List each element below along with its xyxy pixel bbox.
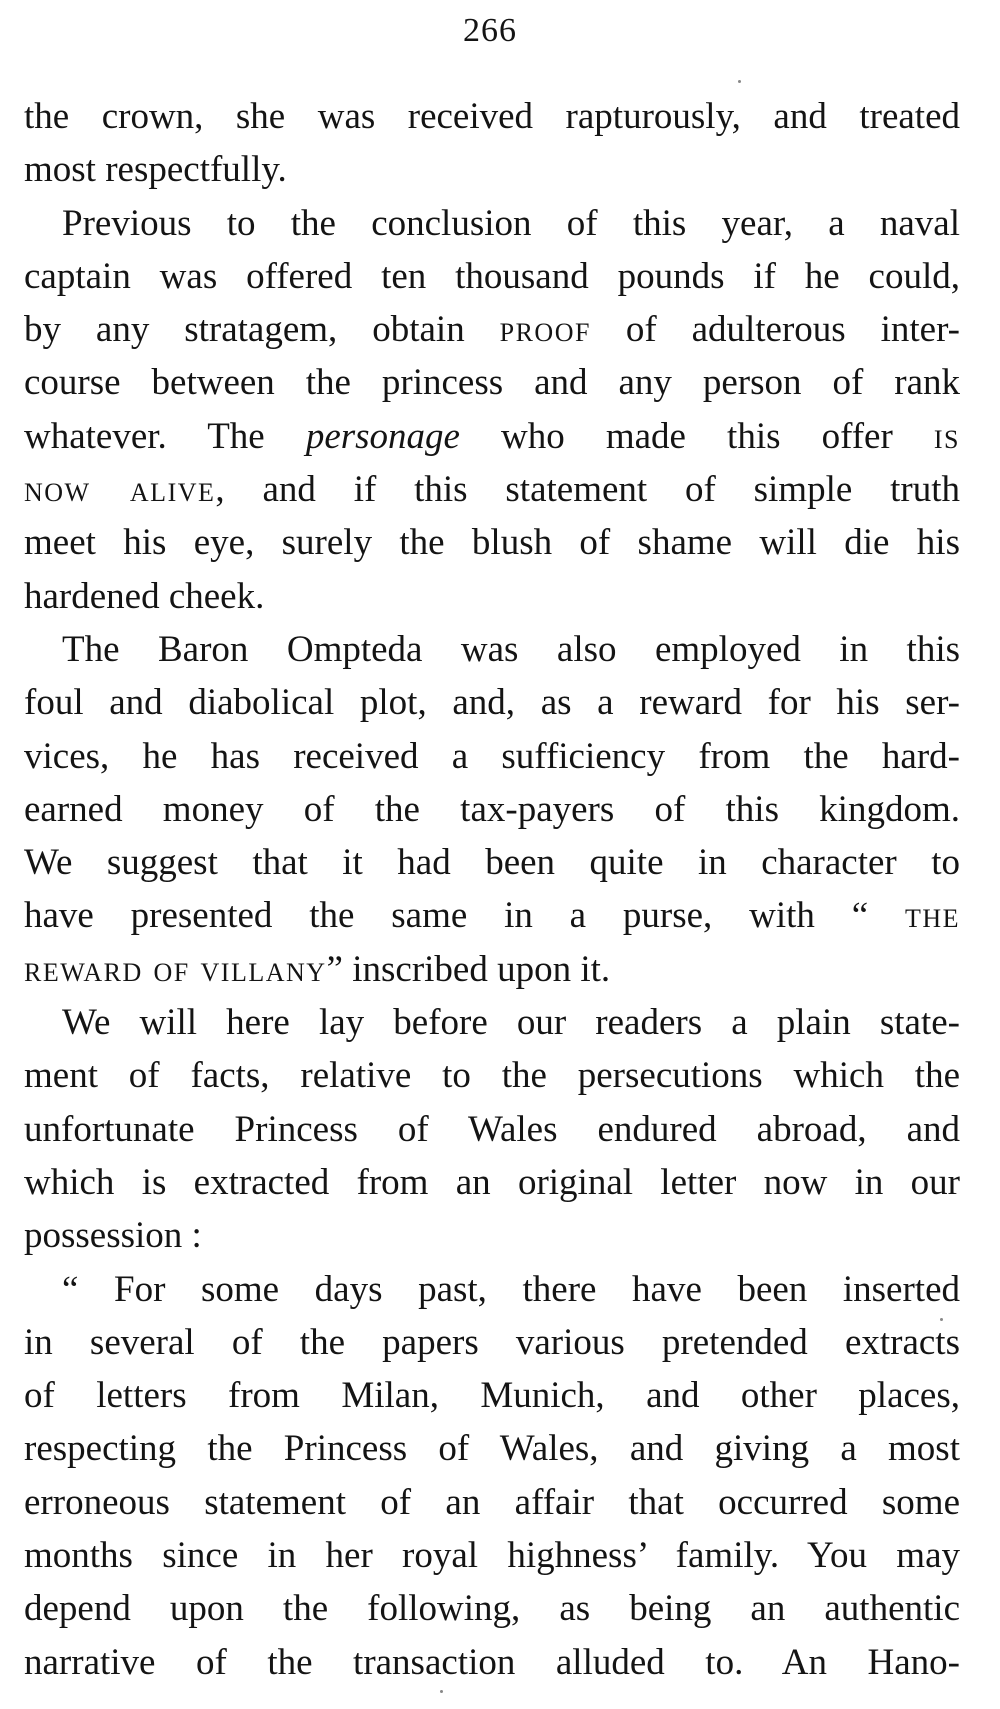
- text-line: the crown, she was received rapturously, and treated: [24, 96, 960, 137]
- paper-speck: [940, 1318, 943, 1321]
- text-line: [24, 303, 960, 356]
- paragraph-p4: [24, 996, 960, 1262]
- text-line: [24, 250, 960, 303]
- text-line: [24, 623, 960, 676]
- text-run: have presented the same in a purse, with “: [24, 895, 905, 937]
- text-line: [24, 1156, 960, 1209]
- text-line: [24, 943, 960, 996]
- text-run: unfortunate Princess of Wales endured abroad, and: [24, 1108, 960, 1150]
- paragraph-p2: [24, 197, 960, 623]
- text-run: ment of facts, relative to the persecutions which the: [24, 1055, 960, 1097]
- text-run: meet his eye, surely the blush of shame will die his: [24, 522, 960, 564]
- small-caps-text: the: [904, 895, 960, 937]
- text-run: ” inscribed upon it.: [326, 948, 611, 990]
- text-line: [24, 1103, 960, 1156]
- small-caps-text: proof: [499, 309, 591, 351]
- text-run: respecting the Princess of Wales, and giving a most: [24, 1428, 960, 1470]
- text-run: earned money of the tax-payers of this kingdom.: [24, 788, 960, 830]
- paragraph-p1: [24, 90, 960, 197]
- text-line: [24, 836, 960, 889]
- text-run: in several of the papers various pretended extracts: [24, 1321, 960, 1363]
- small-caps-text: reward of villany: [24, 948, 327, 990]
- text-run: Previous to the conclusion of this year, a naval: [62, 202, 960, 244]
- small-caps-text: now alive: [24, 469, 216, 511]
- paragraph-p3: [24, 623, 960, 996]
- text-line: [24, 516, 960, 569]
- text-line: [24, 676, 960, 729]
- text-run: , and if this statement of simple truth: [215, 469, 960, 511]
- text-line: [24, 889, 960, 942]
- text-line: [24, 1049, 960, 1102]
- text-run: hardened cheek.: [24, 575, 265, 617]
- text-line: [24, 1369, 960, 1422]
- text-run: We will here lay before our readers a plain state-: [62, 1002, 960, 1044]
- text-line: [24, 197, 960, 250]
- small-caps-text: is: [933, 415, 960, 457]
- text-line: [24, 1316, 960, 1369]
- text-run: erroneous statement of an affair that occurred some: [24, 1481, 960, 1523]
- text-line: [24, 570, 960, 623]
- text-line: [24, 1476, 960, 1529]
- text-run: We suggest that it had been quite in character to: [24, 842, 960, 884]
- paper-speck: [738, 80, 741, 83]
- text-run: foul and diabolical plot, and, as a reward for his ser-: [24, 682, 960, 724]
- text-run: by any stratagem, obtain: [24, 309, 500, 351]
- text-line: most respectfully.: [24, 149, 287, 191]
- text-run: depend upon the following, as being an authentic: [24, 1588, 960, 1630]
- text-line: [24, 463, 960, 516]
- paragraph-p5: [24, 1263, 960, 1689]
- text-line: [24, 1422, 960, 1475]
- italic-text: personage: [305, 415, 460, 457]
- text-line: [24, 996, 960, 1049]
- text-run: The Baron Ompteda was also employed in this: [62, 628, 960, 670]
- text-run: captain was offered ten thousand pounds if he could,: [24, 255, 960, 297]
- text-line: [24, 730, 960, 783]
- text-run: months since in her royal highness’ family. You may: [24, 1535, 960, 1577]
- page-number: 266: [463, 12, 517, 49]
- text-line: [24, 1263, 960, 1316]
- text-line: [24, 1636, 960, 1689]
- text-run: of adulterous inter-: [590, 309, 960, 351]
- text-line: [24, 1582, 960, 1635]
- text-run: “ For some days past, there have been inserted: [62, 1268, 960, 1310]
- paper-speck: [440, 1690, 443, 1693]
- text-run: course between the princess and any person of rank: [24, 362, 960, 404]
- text-run: who made this offer: [459, 415, 934, 457]
- text-line: [24, 783, 960, 836]
- text-run: whatever. The: [24, 415, 306, 457]
- text-line: [24, 410, 960, 463]
- text-run: of letters from Milan, Munich, and other places,: [24, 1375, 960, 1417]
- text-run: narrative of the transaction alluded to. An Hano-: [24, 1641, 960, 1683]
- text-run: vices, he has received a sufficiency from the hard-: [24, 735, 960, 777]
- text-line: [24, 1529, 960, 1582]
- text-line: [24, 356, 960, 409]
- text-run: which is extracted from an original letter now in our: [24, 1161, 960, 1203]
- text-run: possession :: [24, 1215, 202, 1257]
- text-line: [24, 1209, 960, 1262]
- body-text: [24, 90, 960, 1689]
